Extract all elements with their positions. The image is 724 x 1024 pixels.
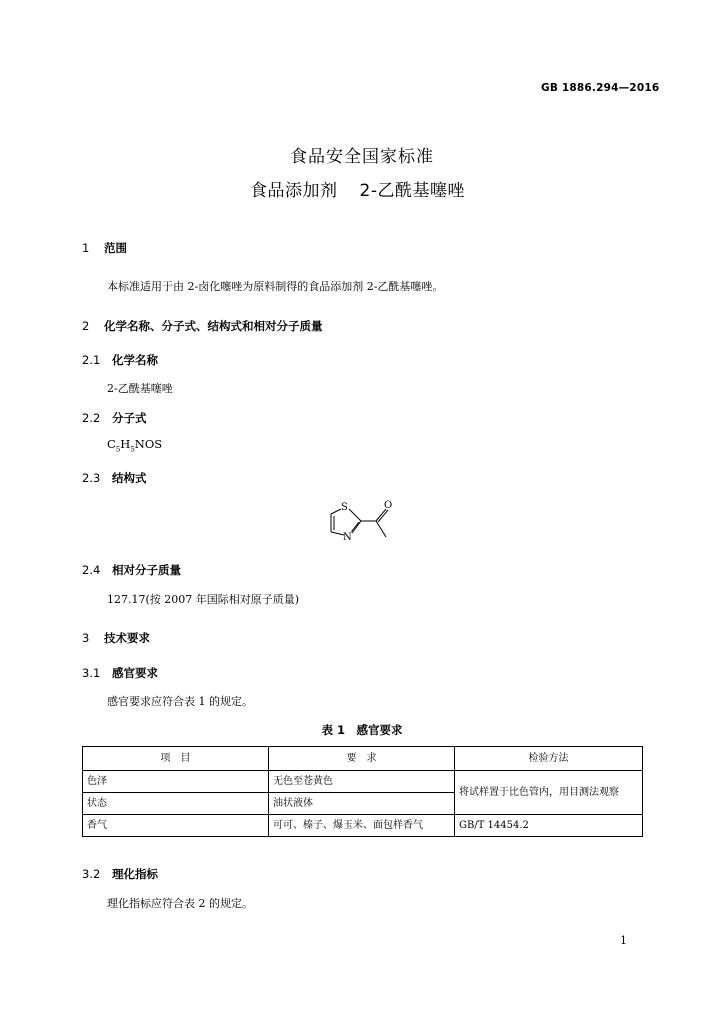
section-title: 技术要求 <box>104 631 150 645</box>
section-title: 结构式 <box>112 471 147 485</box>
section-3-2-heading <box>82 866 158 882</box>
section-1-text: 本标准适用于由 2-卤化噻唑为原料制得的食品添加剂 2-乙酰基噻唑。 <box>107 280 444 293</box>
title-part-a: 食品添加剂 <box>250 181 338 201</box>
section-title: 理化指标 <box>112 867 158 881</box>
section-3-heading <box>82 630 150 646</box>
document-title <box>250 176 465 201</box>
section-3-1-text: 感官要求应符合表 1 的规定。 <box>107 695 253 708</box>
page-number: 1 <box>620 934 627 947</box>
table-1-caption: 表 1 感官要求 <box>321 723 403 737</box>
section-1-heading <box>82 240 127 256</box>
table-row <box>83 815 643 837</box>
section-number: 2 <box>82 319 90 333</box>
section-number: 2.1 <box>82 353 101 367</box>
item-cell: 香气 <box>83 815 269 837</box>
molecular-formula: $C_5H_5NOS$ <box>107 437 163 454</box>
sulfur-atom-label: S <box>341 502 348 513</box>
section-title: 分子式 <box>112 411 147 425</box>
table-header-row <box>83 747 643 771</box>
section-title: 感官要求 <box>112 666 158 680</box>
title-part-b: 2-乙酰基噻唑 <box>359 181 465 201</box>
section-number: 3 <box>82 631 90 645</box>
section-title: 相对分子质量 <box>112 563 181 577</box>
section-3-2-text: 理化指标应符合表 2 的规定。 <box>107 897 253 910</box>
section-3-1-heading <box>82 665 158 681</box>
standard-number: GB 1886.294—2016 <box>541 82 660 94</box>
nitrogen-atom-label: N <box>343 532 352 543</box>
section-title: 范围 <box>104 241 127 255</box>
test-method-cell: GB/T 14454.2 <box>455 815 643 837</box>
item-cell: 状态 <box>83 793 269 815</box>
section-number: 2.4 <box>82 563 101 577</box>
section-2-2-heading <box>82 410 147 426</box>
item-cell: 色泽 <box>83 771 269 793</box>
section-title: 化学名称、分子式、结构式和相对分子质量 <box>104 319 323 333</box>
section-number: 3.2 <box>82 867 101 881</box>
requirement-cell: 可可、榛子、爆玉米、面包样香气 <box>269 815 455 837</box>
structural-formula <box>326 497 398 547</box>
section-2-4-heading <box>82 562 181 578</box>
section-number: 2.3 <box>82 471 101 485</box>
section-title: 化学名称 <box>112 353 158 367</box>
sensory-requirements-table <box>82 746 643 837</box>
oxygen-atom-label: O <box>384 500 393 511</box>
section-2-1-heading <box>82 352 158 368</box>
molecular-mass: 127.17(按 2007 年国际相对原子质量) <box>107 593 300 606</box>
section-2-3-heading <box>82 470 147 486</box>
document-category-title: 食品安全国家标准 <box>290 147 434 167</box>
section-number: 3.1 <box>82 666 101 680</box>
column-header-item: 项 目 <box>83 747 269 771</box>
chemical-name: 2-乙酰基噻唑 <box>107 382 173 395</box>
requirement-cell: 无色至苍黄色 <box>269 771 455 793</box>
merged-test-method-cell: 将试样置于比色管内，用目测法观察 <box>455 771 643 815</box>
requirement-cell: 油状液体 <box>269 793 455 815</box>
column-header-requirement: 要 求 <box>269 747 455 771</box>
column-header-test-method: 检验方法 <box>455 747 643 771</box>
section-number: 2.2 <box>82 411 101 425</box>
section-2-heading <box>82 318 323 334</box>
table-row <box>83 771 643 793</box>
section-number: 1 <box>82 241 90 255</box>
